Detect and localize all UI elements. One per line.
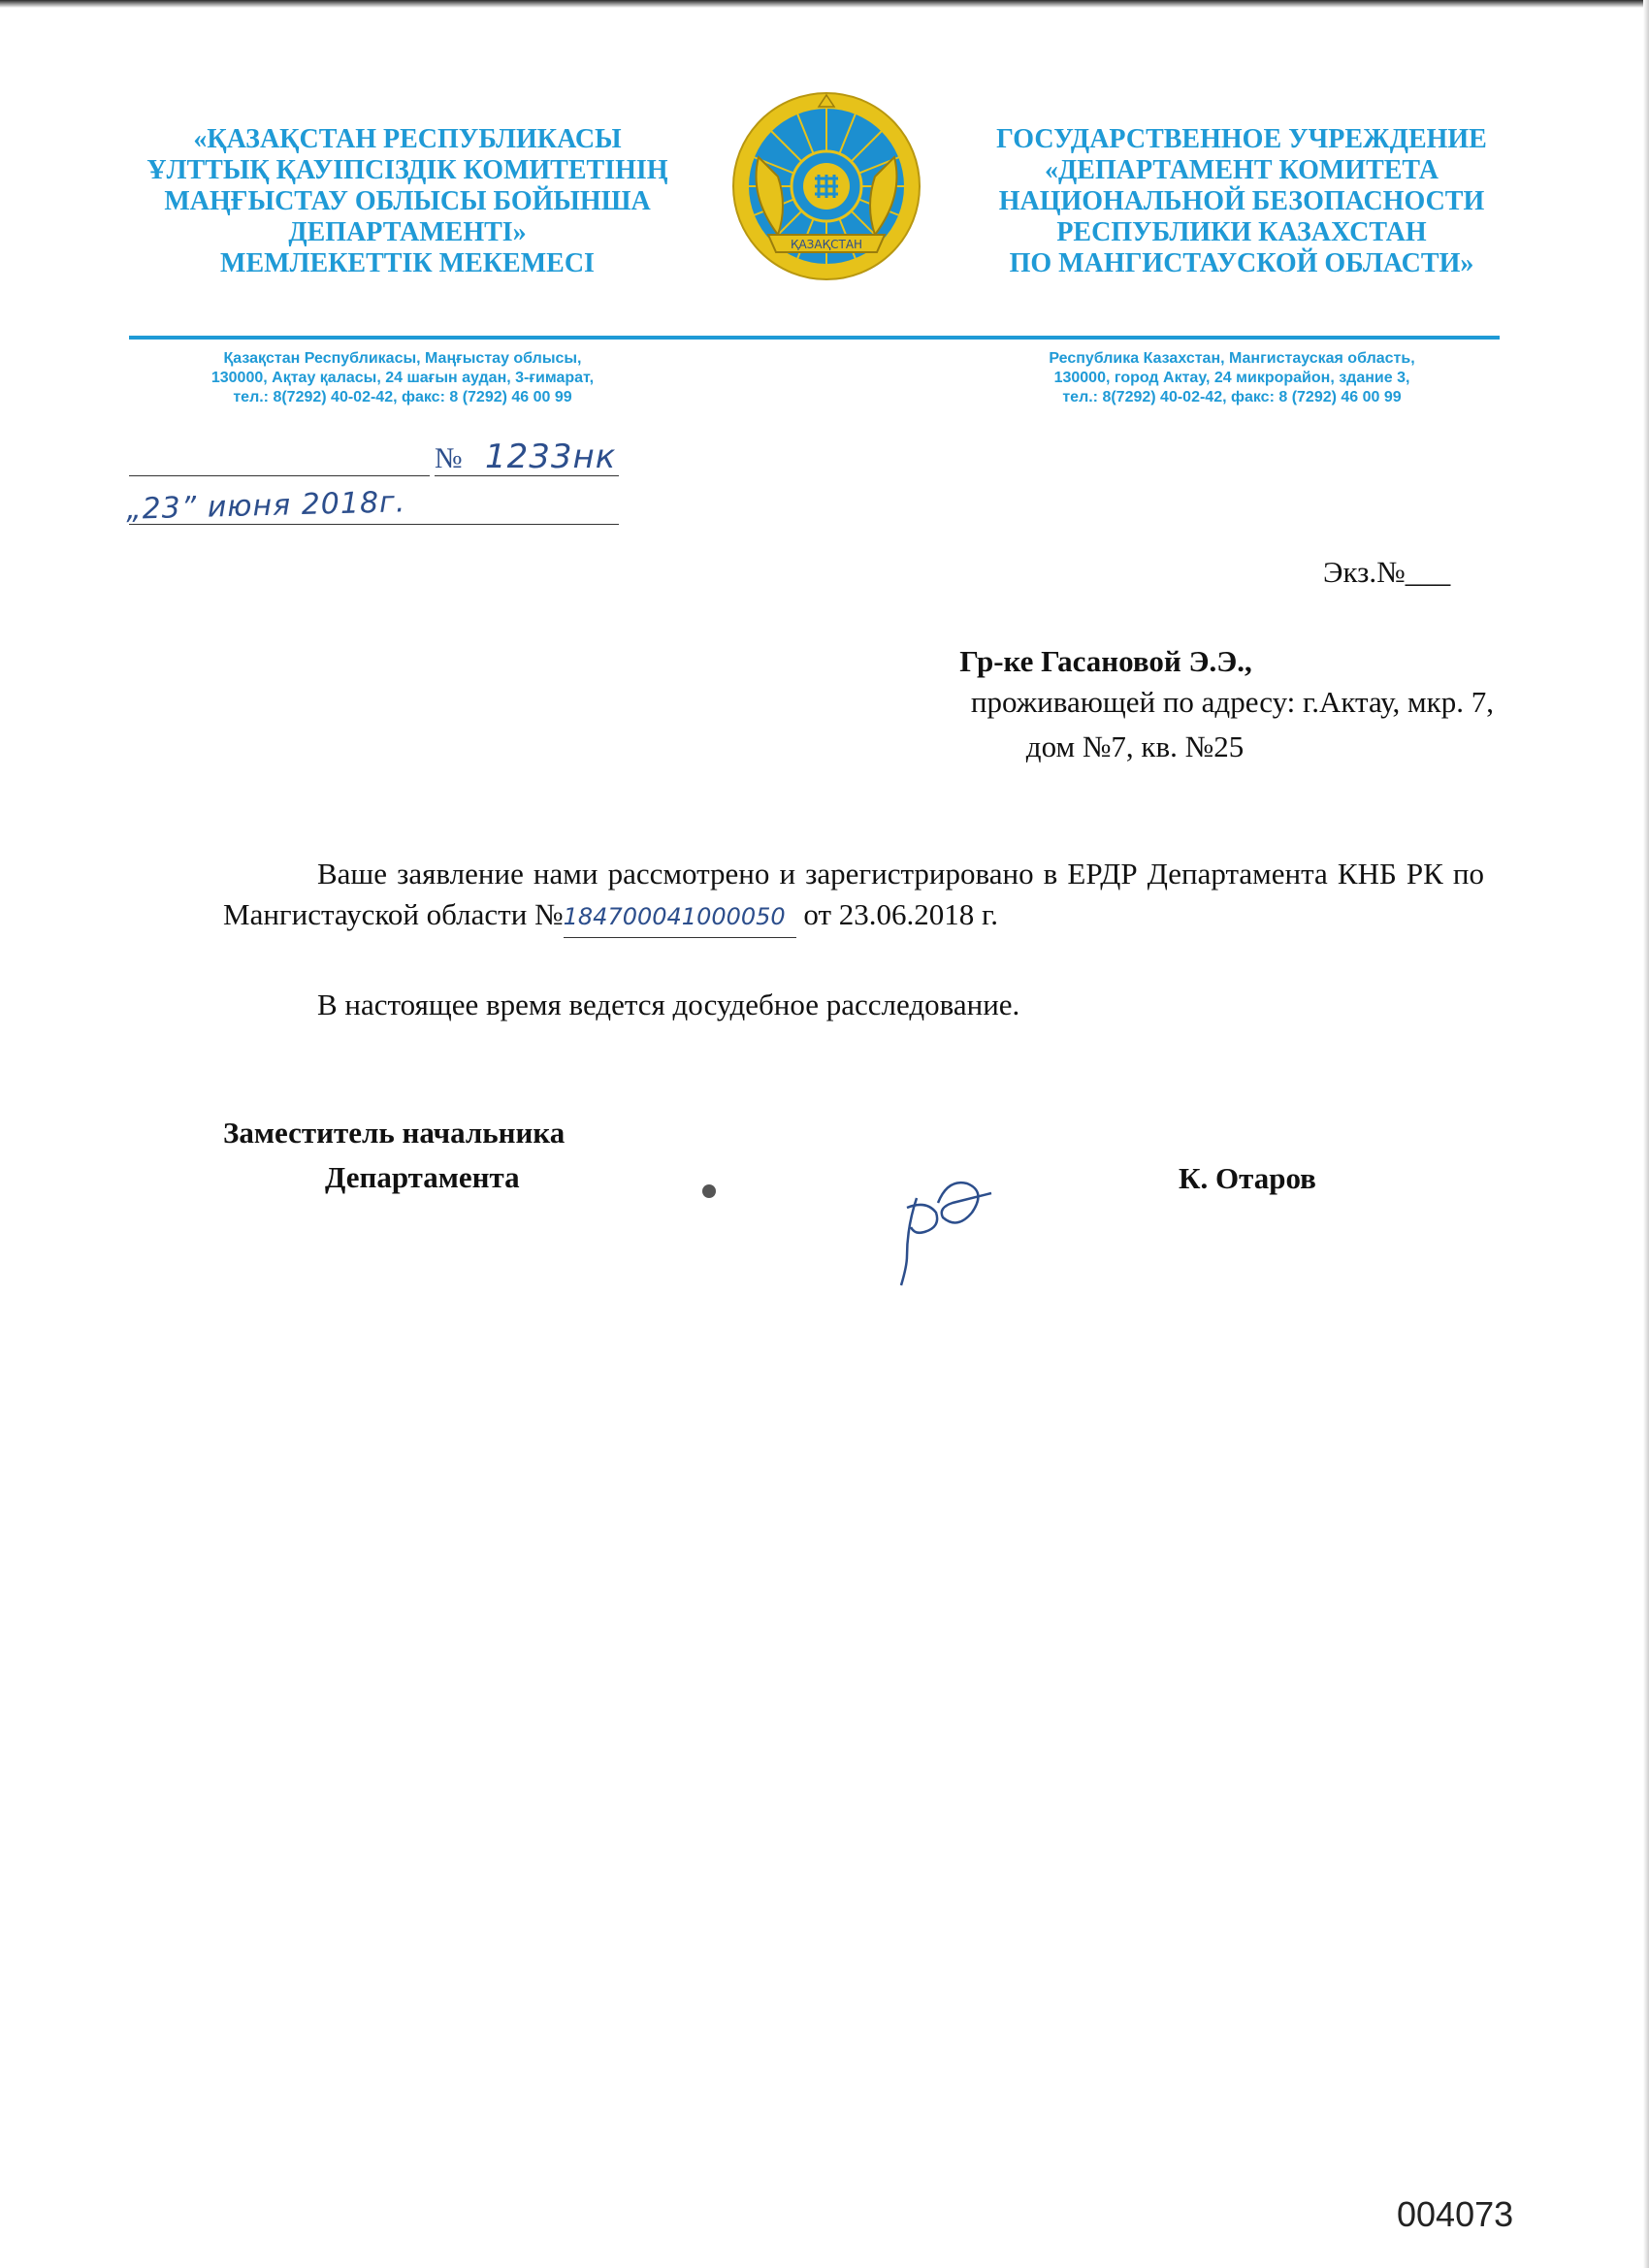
erdr-number-handwritten: 184700041000050 [564,896,796,938]
body-p1-date: от 23.06.2018 г. [803,897,998,931]
org-kz-line: «ҚАЗАҚСТАН РЕСПУБЛИКАСЫ [193,124,622,154]
address-kz [155,349,650,407]
org-kz-line: ҰЛТТЫҚ ҚАУІПСІЗДІК КОМИТЕТІНІҢ [146,155,668,185]
state-emblem-icon [729,89,923,283]
org-name-kz [116,124,698,279]
org-kz-line: МАҢҒЫСТАУ ОБЛЫСЫ БОЙЫНША [164,186,651,216]
emblem-text: ҚАЗАҚСТАН [790,238,863,251]
address-ru [1009,349,1455,407]
org-ru-line: ПО МАНГИСТАУСКОЙ ОБЛАСТИ» [1009,248,1474,278]
address-ru-line: 130000, город Актау, 24 микрорайон, здание 3, [1053,370,1410,386]
address-ru-line: Республика Казахстан, Мангистауская область, [1049,350,1415,367]
org-ru-line: РЕСПУБЛИКИ КАЗАХСТАН [1056,217,1427,247]
org-kz-line: ДЕПАРТАМЕНТІ» [288,217,527,247]
header-divider [129,336,1500,340]
org-ru-line: «ДЕПАРТАМЕНТ КОМИТЕТА [1045,155,1439,185]
document-serial-number: 004073 [1397,2194,1514,2234]
org-name-ru [960,124,1523,279]
address-ru-line: тел.: 8(7292) 40-02-42, факс: 8 (7292) 46 00 99 [1062,389,1402,405]
handwritten-signature-icon [878,1159,1004,1295]
address-kz-line: Қазақстан Республикасы, Маңғыстау облысы, [223,350,582,367]
reg-number-label: № [435,442,463,474]
copy-number: Экз.№___ [1323,555,1451,589]
reg-number-handwritten: 1233нк [485,437,617,476]
scan-edge [0,0,1649,8]
body-paragraph-1 [223,854,1484,938]
org-ru-line: ГОСУДАРСТВЕННОЕ УЧРЕЖДЕНИЕ [996,124,1487,154]
addressee-address-line1: проживающей по адресу: г.Актау, мкр. 7, [970,685,1494,719]
signatory-title-line1: Заместитель начальника [223,1116,566,1150]
addressee-address-line2: дом №7, кв. №25 [1025,729,1245,763]
address-kz-line: 130000, Ақтау қаласы, 24 шағын аудан, 3-ғимарат, [210,370,595,386]
org-kz-line: МЕМЛЕКЕТТІК МЕКЕМЕСІ [220,248,595,278]
address-kz-line: тел.: 8(7292) 40-02-42, факс: 8 (7292) 46 00 99 [233,389,572,405]
body-p1-text: Ваше заявление нами рассмотрено и зарегистрировано в ЕРДР Департамента КНБ РК по Мангистауской области № [223,857,1484,931]
body-paragraph-2: В настоящее время ведется досудебное расследование. [317,988,1020,1021]
signatory-name: К. Отаров [1179,1161,1316,1195]
reg-blank-line [129,475,430,476]
addressee-name: Гр-ке Гасановой Э.Э., [959,644,1252,678]
ink-dot [702,1184,716,1198]
signatory-title-line2: Департамента [325,1160,520,1194]
reg-date-handwritten: „23” июня 2018г. [125,485,406,527]
scan-edge-right [1643,0,1649,2268]
org-ru-line: НАЦИОНАЛЬНОЙ БЕЗОПАСНОСТИ [998,186,1485,216]
